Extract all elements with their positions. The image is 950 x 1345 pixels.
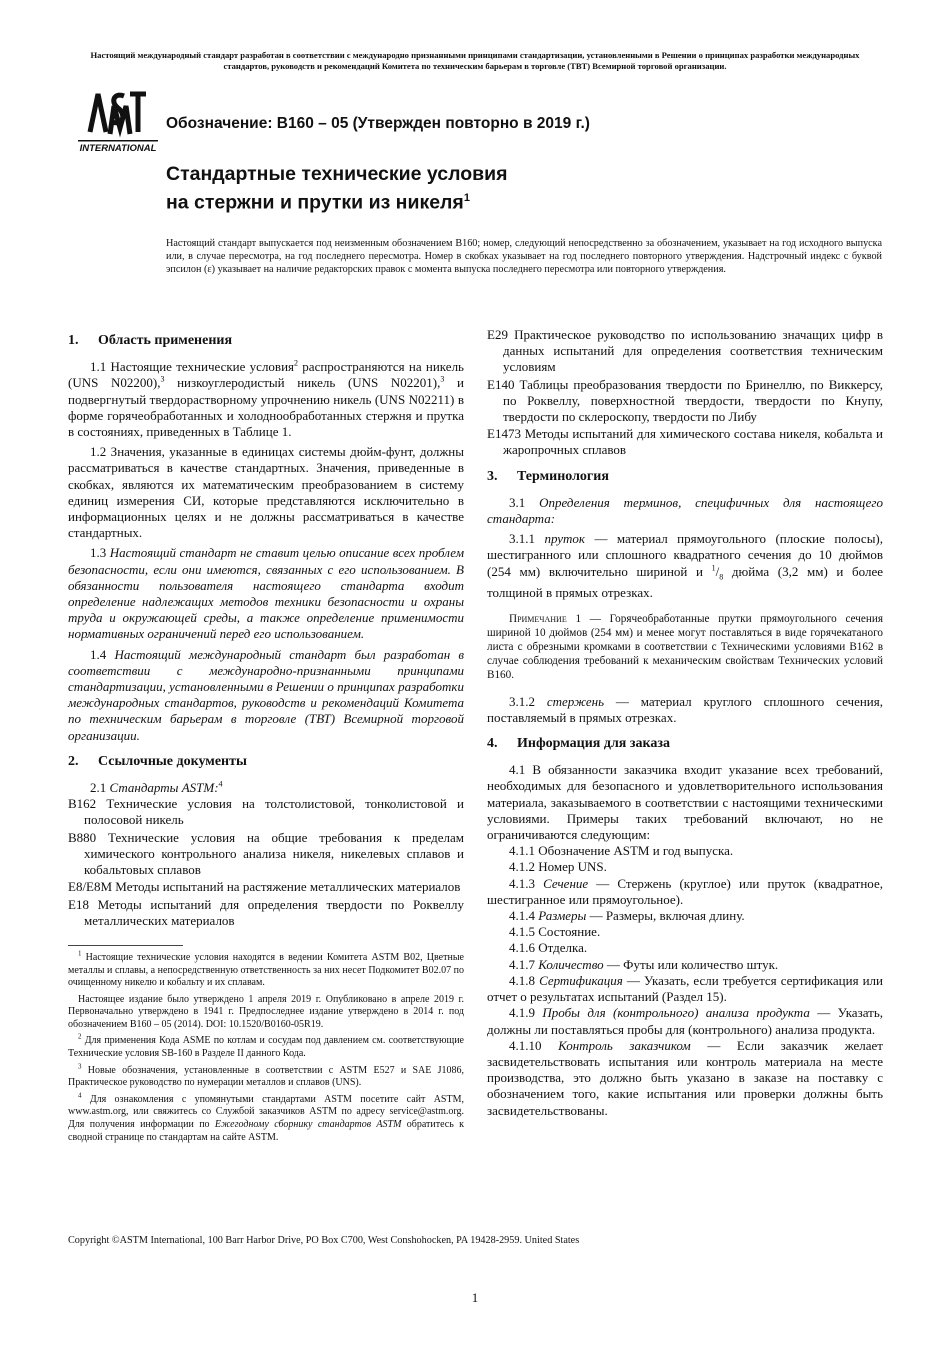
- paragraph-1-4: 1.4 Настоящий международный стандарт был разработан в соответствии с международно-признанными принципами стандартизации, установленными в Решении о принципах разработки международных стандартов, руководств и рекомендаций Комитета по техническим барьерам в торговле (ТВТ) Всемирной торговой организации.: [68, 646, 465, 743]
- document-title: [166, 162, 508, 215]
- section-3-title: Терминология: [517, 468, 609, 484]
- section-2-title: Ссылочные документы: [98, 753, 247, 769]
- section-1-number: 1.: [68, 333, 79, 348]
- standard-notice: Настоящий международный стандарт разработан в соответствии с международно признанными принципами стандартизации, установленными в Решении о принципах разработки международных стандартов, руководств и рекомендаций Комитета по техническим барьерам в торговле (ТВТ) Всемирной торговой организации.: [90, 50, 860, 71]
- section-2-heading: [68, 754, 464, 770]
- item-4-1-1: 4.1.1 Обозначение ASTM и год выпуска.: [509, 843, 734, 859]
- reference-e1473: E1473 Методы испытаний для химического состава никеля, кобальта и жаропрочных сплавов: [487, 426, 883, 458]
- logo-caption: INTERNATIONAL: [79, 143, 157, 154]
- footnote-4: $^4$ Для ознакомления с упомянутыми стандартами ASTM посетите сайт ASTM, www.astm.org, или свяжитесь со Службой заказчиков ASTM по адресу service@astm.org. Для получения информации по Ежегодному сборнику стандартов ASTM обратитесь к сводной странице по стандартам на сайте ASTM.: [68, 1091, 464, 1143]
- item-4-1-8: 4.1.8 Сертификация — Указать, если требуется сертификация или отчет о результатах испытаний (Раздел 15).: [487, 972, 883, 1005]
- item-4-1-2: 4.1.2 Номер UNS.: [509, 859, 607, 875]
- reference-e140: E140 Таблицы преобразования твердости по Бринеллю, по Виккерсу, по Роквеллу, поверхностной твердости, твердости по Кнупу, твердости по склероскопу, твердости по Либу: [487, 376, 883, 425]
- item-4-1-5: 4.1.5 Состояние.: [509, 924, 601, 940]
- astm-logo-icon: [76, 84, 160, 154]
- paragraph-3-1-1: 3.1.1 пруток — материал прямоугольного (плоские полосы), шестигранного или сплошного квадратного сечения до 10 дюймов (254 мм) включительно шириной и $^1/_8$ дюйма (3,2 мм) и более толщиной в прямых отрезках.: [487, 531, 884, 601]
- item-4-1-9: 4.1.9 Пробы для (контрольного) анализа продукта — Указать, должны ли поставляться пробы для (контрольного) анализа продукта.: [487, 1005, 884, 1037]
- title-line-1: Стандартные технические условия: [166, 163, 508, 185]
- footnote-3: $^3$ Новые обозначения, установленные в соответствии с ASTM E527 и SAE J1086, Практическое руководство по нумерации металлов и сплавов (UNS).: [68, 1062, 464, 1089]
- section-4-heading: [487, 736, 883, 752]
- title-line-2: [166, 186, 508, 215]
- section-2-number: 2.: [68, 753, 79, 769]
- section-1-title: Область применения: [98, 333, 233, 348]
- footnote-rule: [68, 945, 183, 946]
- reference-b162: B162 Технические условия на толстолистовой, тонколистовой и полосовой никель: [68, 796, 464, 828]
- left-column: [68, 327, 464, 1148]
- paragraph-2-1: 2.1 Стандарты ASTM:$^4$: [90, 779, 223, 796]
- paragraph-3-1: 3.1 Определения терминов, специфичных для настоящего стандарта:: [487, 494, 884, 527]
- item-4-1-7: 4.1.7 Количество — Футы или количество штук.: [509, 956, 779, 972]
- title-footnote-mark: 1: [463, 192, 470, 204]
- item-4-1-3: 4.1.3 Сечение — Стержень (круглое) или пруток (квадратное, шестигранное или прямоугольное).: [487, 875, 883, 907]
- right-column: [487, 327, 883, 1119]
- section-3-heading: [487, 469, 883, 485]
- paragraph-1-2: 1.2 Значения, указанные в единицах системы дюйм-фунт, должны рассматриваться в качестве стандартных. Значения, приведенные в скобках, являются их математическим преобразованием в систему единиц измерения СИ, которые представляются исключительно в информационных целях и не должны рассматриваться в качестве стандартных.: [68, 444, 464, 541]
- page-number: 1: [471, 1290, 479, 1305]
- paragraph-3-1-2: 3.1.2 стержень — материал круглого сплошного сечения, поставляемый в прямых отрезках.: [487, 693, 883, 725]
- astm-logo: [76, 84, 160, 154]
- note-1: Примечание 1 — Горячеобработанные прутки прямоугольного сечения шириной 10 дюймов (254 мм) и менее могут поставляться в виде горячекатаного листа с обрезными кромками в соответствии с Техническими условиями B162 в случае соблюдения требований к механическим свойствам Технических условий B160.: [487, 612, 883, 681]
- section-3-number: 3.: [487, 468, 498, 484]
- reference-e8: E8/E8M Методы испытаний на растяжение металлических материалов: [68, 879, 461, 895]
- reference-b880: B880 Технические условия на общие требования к пределам химического контрольного анализа никеля, никелевых сплавов и кобальтовых сплавов: [68, 829, 464, 878]
- footnote-1: $^1$ Настоящие технические условия находятся в ведении Комитета ASTM B02, Цветные металлы и сплавы, а непосредственную ответственность за них несет Подкомитет B02.07 по очищенному никелю и кобальту и их сплавам.: [68, 949, 464, 989]
- section-4-number: 4.: [487, 736, 498, 752]
- paragraph-1-3: 1.3 Настоящий стандарт не ставит целью описание всех проблем безопасности, если они имеются, связанных с его использованием. В обязанности пользователя настоящего стандарта входит определение надлежащих методов техники безопасности и охраны труда и окружающей среды, а также определение применимости нормативных ограничений перед его использованием.: [68, 545, 464, 642]
- paragraph-1-1: 1.1 Настоящие технические условия$^2$ распространяются на никель (UNS N02200),$^3$ низкоуглеродистый никель (UNS N02201),$^3$ и подвергнутый твердорастворному упрочнению никель (UNS N02211) в форме горячеобработанных и холоднообработанных стержня и прутка в состояниях, приведенных в Таблице 1.: [68, 358, 464, 440]
- copyright-footer: Copyright ©ASTM International, 100 Barr Harbor Drive, PO Box C700, West Conshohocken, PA 19428-2959. United States: [68, 1235, 580, 1246]
- title-line-2-text: на стержни и прутки из никеля: [166, 191, 464, 214]
- section-4-title: Информация для заказа: [517, 736, 670, 752]
- reference-e29: E29 Практическое руководство по использованию значащих цифр в данных испытаний для определения соответствия техническим условиям: [487, 327, 883, 375]
- section-1-heading: [68, 333, 464, 349]
- footnote-2: $^2$ Для применения Кода ASME по котлам и сосудам под давлением см. соответствующие Технические условия SB-160 в Разделе II данного Кода.: [68, 1033, 464, 1060]
- item-4-1-6: 4.1.6 Отделка.: [509, 940, 588, 956]
- designation: Обозначение: B160 – 05 (Утвержден повторно в 2019 г.): [166, 115, 590, 132]
- item-4-1-4: 4.1.4 Размеры — Размеры, включая длину.: [509, 908, 745, 924]
- paragraph-4-1: 4.1 В обязанности заказчика входит указание всех требований, необходимых для безопасного и удовлетворительного использования материала, заказываемого в соответствии с настоящими техническими условиями. Примеры таких требований включают, но не ограничиваются следующим:: [487, 762, 883, 843]
- intro-paragraph: Настоящий стандарт выпускается под неизменным обозначением B160; номер, следующий непосредственно за обозначением, указывает на год исходного выпуска или, в случае пересмотра, на год последнего пересмотра. Номер в скобках указывает на год последнего повторного утверждения. Надстрочный индекс с буквой эпсилон (ε) указывает на наличие редакторских правок с момента выпуска последнего пересмотра или повторного утверждения.: [166, 238, 882, 275]
- reference-e18: E18 Методы испытаний для определения твердости по Роквеллу металлических материалов: [68, 896, 464, 928]
- footnote-1-edition: Настоящее издание было утверждено 1 апреля 2019 г. Опубликовано в апреле 2019 г. Первоначально утверждено в 1941 г. Предпоследнее издание утверждено в 2014 г. под обозначением B160 – 05 (2014). DOI: 10.1520/B0160-05R19.: [68, 993, 464, 1030]
- item-4-1-10: 4.1.10 Контроль заказчиком — Если заказчик желает засвидетельствовать испытания или контроль материала на месте производства, это должно быть указано в заказе на поставку с обозначением того, какие испытания или проверки должны быть засвидетельствованы.: [487, 1037, 883, 1118]
